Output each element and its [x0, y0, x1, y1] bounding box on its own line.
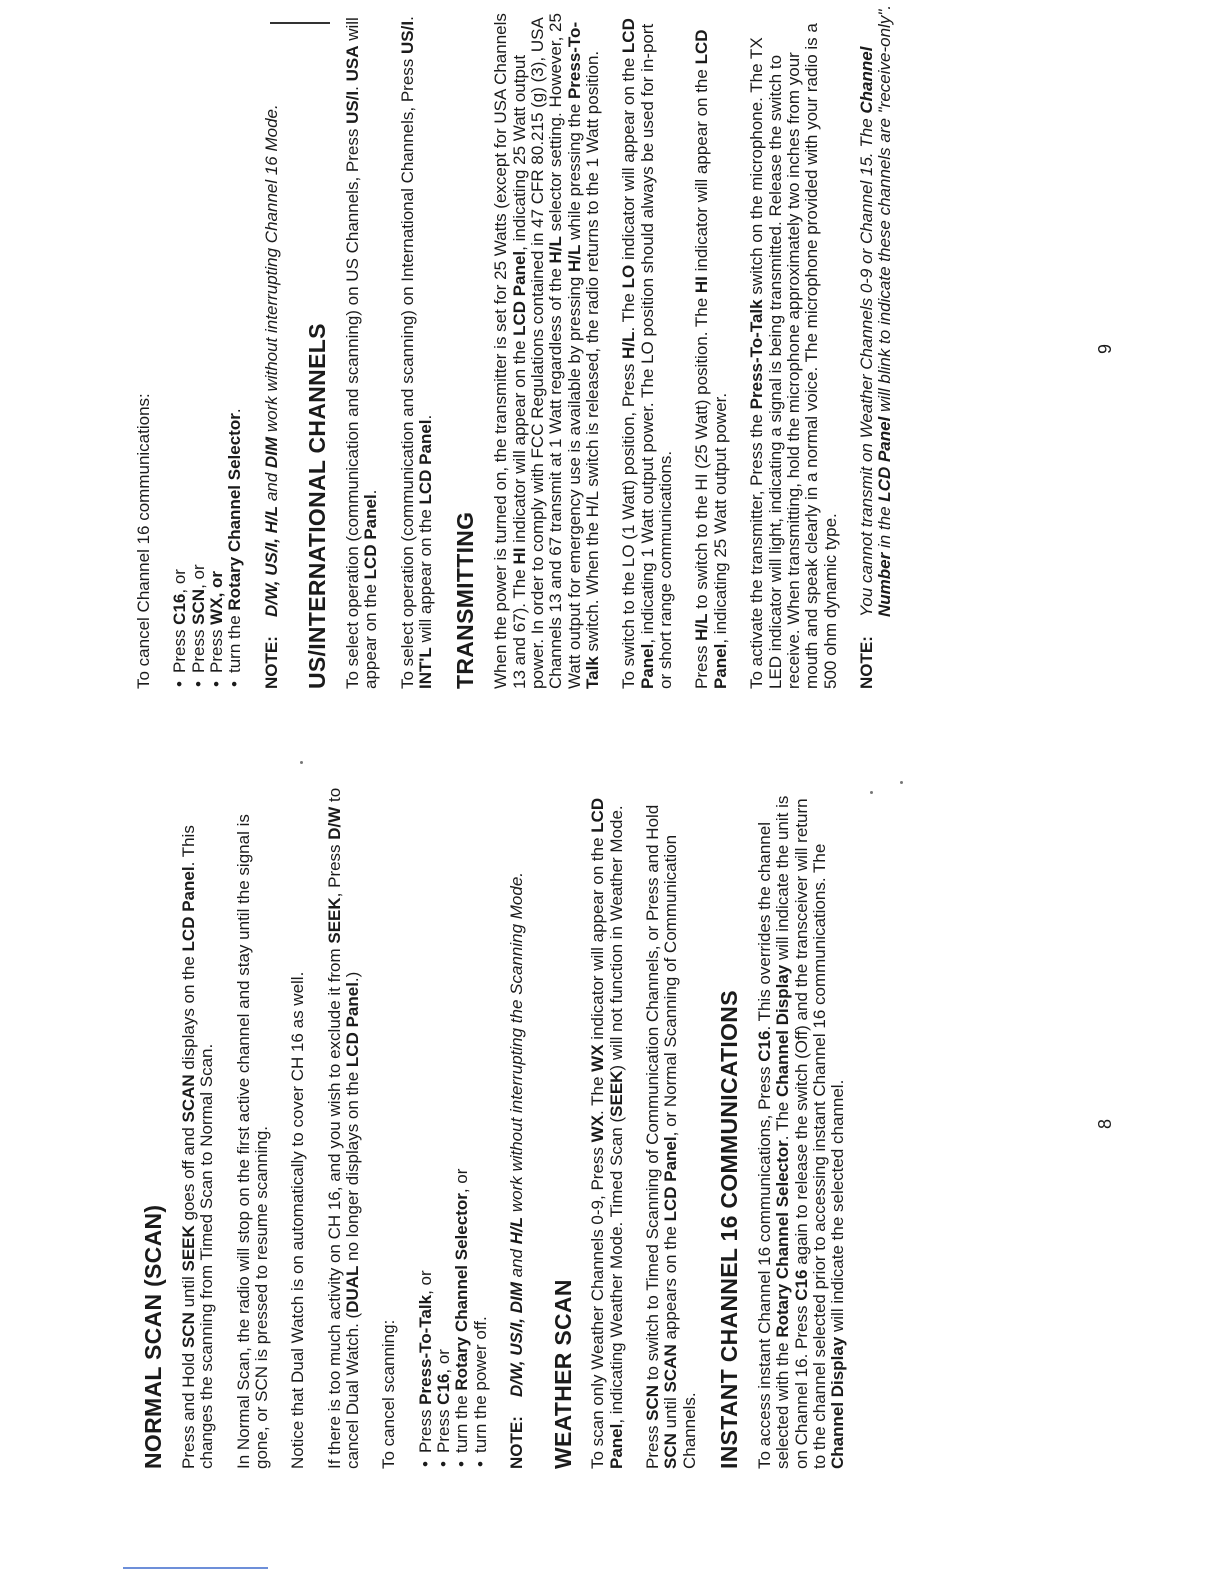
list-item: • Press SCN, or: [190, 4, 208, 689]
list-item: • turn the Rotary Channel Selector, or: [453, 784, 471, 1469]
page-number-8: 8: [1095, 1118, 1115, 1129]
us-channels-paragraph: To select operation (communication and scanning) on US Channels, Press US/I. USA will appear on the LCD Panel.: [342, 17, 381, 689]
weather-scan-heading: WEATHER SCAN: [549, 1279, 576, 1469]
right-page: [135, 4, 919, 689]
list-item: • Press WX, or: [208, 4, 226, 689]
list-item: • Press Press-To-Talk, or: [417, 784, 435, 1469]
cancel-ch16-label: To cancel Channel 16 communications:: [134, 393, 153, 689]
scan-artifact-line: [123, 1567, 268, 1569]
scan-artifact-line: [270, 22, 330, 24]
dual-watch-paragraph: Notice that Dual Watch is on automatically to cover CH 16 as well.: [288, 971, 308, 1469]
cancel-scanning-list: [417, 784, 490, 1469]
normal-scan-paragraph-1: Press and Hold SCN until SEEK goes off and SCAN displays on the LCD Panel. This changes the scanning from Timed Scan to Normal Scan.: [178, 825, 217, 1469]
normal-scan-paragraph-2: In Normal Scan, the radio will stop on the first active channel and stay until the signal is gone, or SCN is pressed to resume scanning.: [233, 814, 271, 1469]
exclude-ch16-paragraph: If there is too much activity on CH 16, and you wish to exclude it from SEEK, Press D/W to cancel Dual Watch. (DUAL no longer displays on the LCD Panel.): [324, 787, 362, 1469]
scan-speck: [870, 791, 873, 794]
transmitting-paragraph-2: To switch to the LO (1 Watt) position, Press H/L. The LO indicator will appear on the LCD Panel, indicating 1 Watt output power. The LO position should always be used for in-port or short range communications.: [619, 18, 676, 689]
scan-note: NOTE: D/W, US/I, DIM and H/L work without interrupting the Scanning Mode.: [507, 871, 527, 1469]
weather-scan-paragraph-1: To scan only Weather Channels 0-9, Press WX. The WX indicator will appear on the LCD Panel, indicating Weather Mode. Timed Scan (SEEK) will not function in Weather Mode.: [588, 797, 626, 1469]
transmitting-paragraph-4: To activate the transmitter, Press the Press-To-Talk switch on the microphone. The TX LED indicator will light, indicating a signal is being transmitted. Release the switch to receive. When transmitting, hold the microphone approximately two inches from your mouth and speak clearly in a normal voice. The microphone provided with your radio is a 500 ohm dynamic type.: [747, 23, 840, 689]
list-item: • Press C16, or: [435, 784, 453, 1469]
weather-scan-paragraph-2: Press SCN to switch to Timed Scanning of Communication Channels, or Press and Hold SCN until SCAN appears on the LCD Panel, or Normal Scanning of Communication Channels.: [643, 804, 699, 1469]
transmit-note: NOTE: You cannot transmit on Weather Channels 0-9 or Channel 15. The Channel Number in the LCD Panel will blink to indicate these channels are "receive-only".: [857, 4, 895, 689]
transmitting-paragraph-3: Press H/L to switch to the HI (25 Watt) position. The HI indicator will appear on the LCD Panel, indicating 25 Watt output power.: [692, 29, 730, 689]
left-page: [135, 784, 866, 1469]
scan-speck: [900, 781, 903, 784]
page-number-9: 9: [1095, 343, 1115, 354]
cancel-ch16-list: [171, 4, 244, 689]
international-channels-paragraph: To select operation (communication and scanning) on International Channels, Press US/I. INT'L will appear on the LCD Panel.: [397, 16, 436, 689]
scan-speck: [300, 761, 303, 764]
list-item: • turn the Rotary Channel Selector.: [226, 4, 244, 689]
list-item: • turn the power off.: [472, 784, 490, 1469]
list-item: • Press C16, or: [171, 4, 189, 689]
normal-scan-heading: NORMAL SCAN (SCAN): [140, 1204, 166, 1469]
cancel-scanning-label: To cancel scanning:: [379, 1319, 399, 1469]
us-international-heading: US/INTERNATIONAL CHANNELS: [304, 323, 331, 689]
instant-ch16-paragraph: To access instant Channel 16 communications, Press C16. This overrides the channel selected with the Rotary Channel Selector. The Channel Display will indicate the unit is on Channel 16. Press C16 again to release the switch (Off) and the transceiver will return to the channel selected prior to accessing instant Channel 16 communications. The Channel Display will indicate the selected channel.: [754, 795, 848, 1469]
transmitting-heading: TRANSMITTING: [452, 511, 479, 689]
transmitting-paragraph-1: When the power is turned on, the transmitter is set for 25 Watts (except for USA Channels 13 and 67). The HI indicator will appear on the LCD Panel, indicating 25 Watt output power. In order to comply with FCC Regulations contained in 47 CFR 80.215 (g) (3), USA Channels 13 and 67 transmit at 1 Watt regardless of the H/L selector setting. However, 25 Watt output for emergency use is available by pressing H/L while pressing the Press-To-Talk switch. When the H/L switch is released, the radio returns to the 1 Watt position.: [491, 13, 603, 689]
instant-ch16-heading: INSTANT CHANNEL 16 COMMUNICATIONS: [716, 990, 743, 1469]
ch16-note: NOTE: D/W, US/I, H/L and DIM work without interrupting Channel 16 Mode.: [261, 104, 281, 689]
